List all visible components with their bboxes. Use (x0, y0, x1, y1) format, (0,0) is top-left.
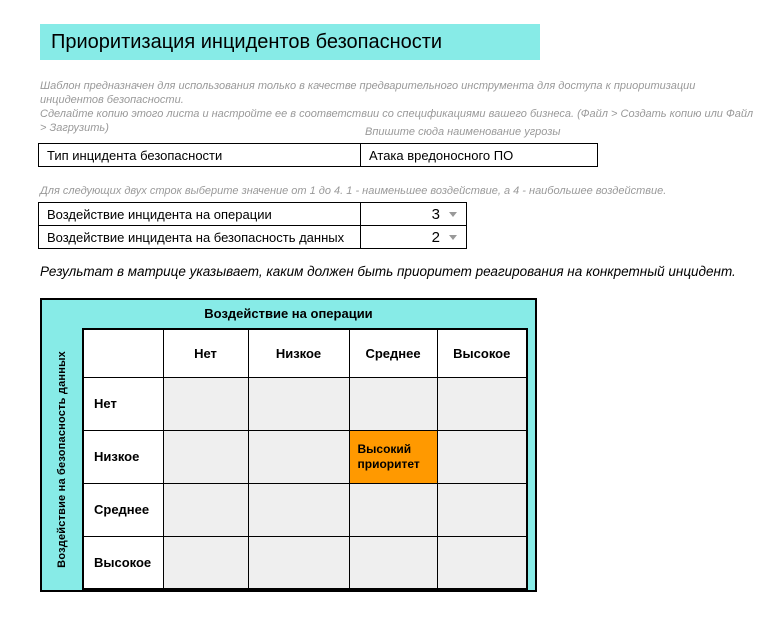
matrix-cell (163, 536, 248, 589)
matrix-highlight-cell: Высокий приоритет (349, 430, 437, 483)
matrix-row-header-low: Низкое (83, 430, 163, 483)
matrix-cell (349, 377, 437, 430)
impact-operations-label: Воздействие инцидента на операции (39, 203, 361, 226)
matrix-cell (349, 483, 437, 536)
matrix-result-note: Результат в матрице указывает, каким должен быть приоритет реагирования на конкретный инцидент. (40, 264, 736, 279)
matrix-row-high (83, 536, 527, 589)
matrix-row-low (83, 430, 527, 483)
matrix-row-none (83, 377, 527, 430)
template-description-line1: Шаблон предназначен для использования только в качестве предварительного инструмента для доступа к приоритизации инцидентов безопасности. (40, 80, 696, 106)
template-description-line2: Сделайте копию этого листа и настройте ее в соответствии со спецификациями вашего бизнеса. (Файл > Создать копию или Файл > Загрузить) (40, 108, 754, 134)
matrix-body (42, 328, 535, 590)
incident-type-table (38, 143, 598, 167)
impact-table (38, 202, 467, 249)
matrix-cell (437, 536, 527, 589)
matrix-row-header-high: Высокое (83, 536, 163, 589)
impact-operations-row (39, 203, 467, 226)
matrix-row-header-none: Нет (83, 377, 163, 430)
matrix-cell (163, 377, 248, 430)
incident-type-label: Тип инцидента безопасности (39, 144, 361, 167)
matrix-cell (437, 430, 527, 483)
matrix-grid (82, 328, 528, 590)
matrix-col-header-none: Нет (163, 329, 248, 377)
matrix-cell (437, 483, 527, 536)
matrix-cell (248, 430, 349, 483)
matrix-col-header-low: Низкое (248, 329, 349, 377)
dropdown-arrow-icon (449, 212, 457, 217)
matrix-data-security-header-label: Воздействие на безопасность данных (56, 350, 68, 568)
matrix-data-security-header (42, 328, 82, 590)
matrix-cell (248, 483, 349, 536)
threat-name-hint: Впишите сюда наименование угрозы (365, 126, 561, 138)
matrix-cell (163, 483, 248, 536)
impact-data-security-cell (361, 226, 467, 249)
matrix-row-medium (83, 483, 527, 536)
impact-operations-cell (361, 203, 467, 226)
impact-data-security-dropdown[interactable] (361, 226, 466, 248)
matrix-operations-header: Воздействие на операции (42, 300, 535, 328)
matrix-header-row (83, 329, 527, 377)
matrix-col-header-medium: Среднее (349, 329, 437, 377)
impact-operations-value: 3 (431, 205, 440, 223)
matrix-cell (163, 430, 248, 483)
matrix-col-header-high: Высокое (437, 329, 527, 377)
impact-instruction: Для следующих двух строк выберите значение от 1 до 4. 1 - наименьшее воздействие, а 4 - наибольшее воздействие. (40, 185, 667, 197)
matrix-cell (437, 377, 527, 430)
impact-data-security-label: Воздействие инцидента на безопасность данных (39, 226, 361, 249)
impact-operations-dropdown[interactable] (361, 203, 466, 225)
matrix-cell (349, 536, 437, 589)
page-title: Приоритизация инцидентов безопасности (40, 24, 540, 60)
matrix-corner-cell (83, 329, 163, 377)
impact-data-security-row (39, 226, 467, 249)
matrix-row-header-medium: Среднее (83, 483, 163, 536)
incident-type-value-cell[interactable]: Атака вредоносного ПО (361, 144, 598, 167)
impact-data-security-value: 2 (431, 228, 440, 246)
matrix-cell (248, 377, 349, 430)
dropdown-arrow-icon (449, 235, 457, 240)
priority-matrix (40, 298, 537, 592)
matrix-cell (248, 536, 349, 589)
